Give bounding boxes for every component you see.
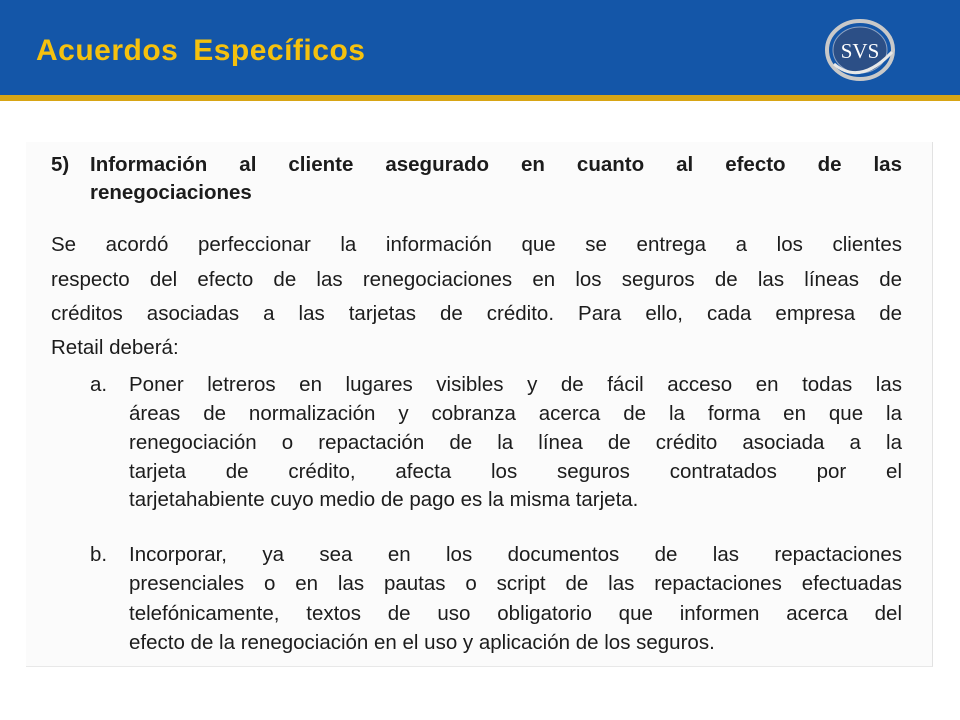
item-a-line: Poner letreros en lugares visibles y de fácil acceso en todas las	[129, 373, 902, 396]
item-a-line: tarjetahabiente cuyo medio de pago es la misma tarjeta.	[129, 488, 639, 511]
svs-logo	[822, 14, 902, 84]
item-a-line: renegociación o repactación de la línea de crédito asociada a la	[129, 431, 902, 454]
item-marker-a: a.	[90, 373, 108, 396]
item-a-line: tarjeta de crédito, afecta los seguros contratados por el	[129, 460, 902, 483]
paragraph-line: créditos asociadas a las tarjetas de crédito. Para ello, cada empresa de	[51, 302, 902, 325]
item-a-line: áreas de normalización y cobranza acerca de la forma en que la	[129, 402, 902, 425]
section-title-line: Información al cliente asegurado en cuanto al efecto de las	[90, 153, 902, 176]
paragraph-line: Retail deberá:	[51, 336, 179, 359]
section-title-line: renegociaciones	[90, 181, 252, 204]
item-b-line: presenciales o en las pautas o script de las repactaciones efectuadas	[129, 572, 902, 595]
page-title: Acuerdos Específicos	[36, 34, 366, 67]
item-marker-b: b.	[90, 543, 108, 566]
header-stripe	[0, 95, 960, 101]
paragraph-line: Se acordó perfeccionar la información que se entrega a los clientes	[51, 233, 902, 256]
item-b-line: Incorporar, ya sea en los documentos de las repactaciones	[129, 543, 902, 566]
paragraph-line: respecto del efecto de las renegociaciones en los seguros de las líneas de	[51, 268, 902, 291]
item-b-line: telefónicamente, textos de uso obligatorio que informen acerca del	[129, 602, 902, 625]
section-number: 5)	[51, 153, 70, 176]
logo-text: SVS	[840, 39, 880, 63]
item-b-line: efecto de la renegociación en el uso y aplicación de los seguros.	[129, 631, 715, 654]
